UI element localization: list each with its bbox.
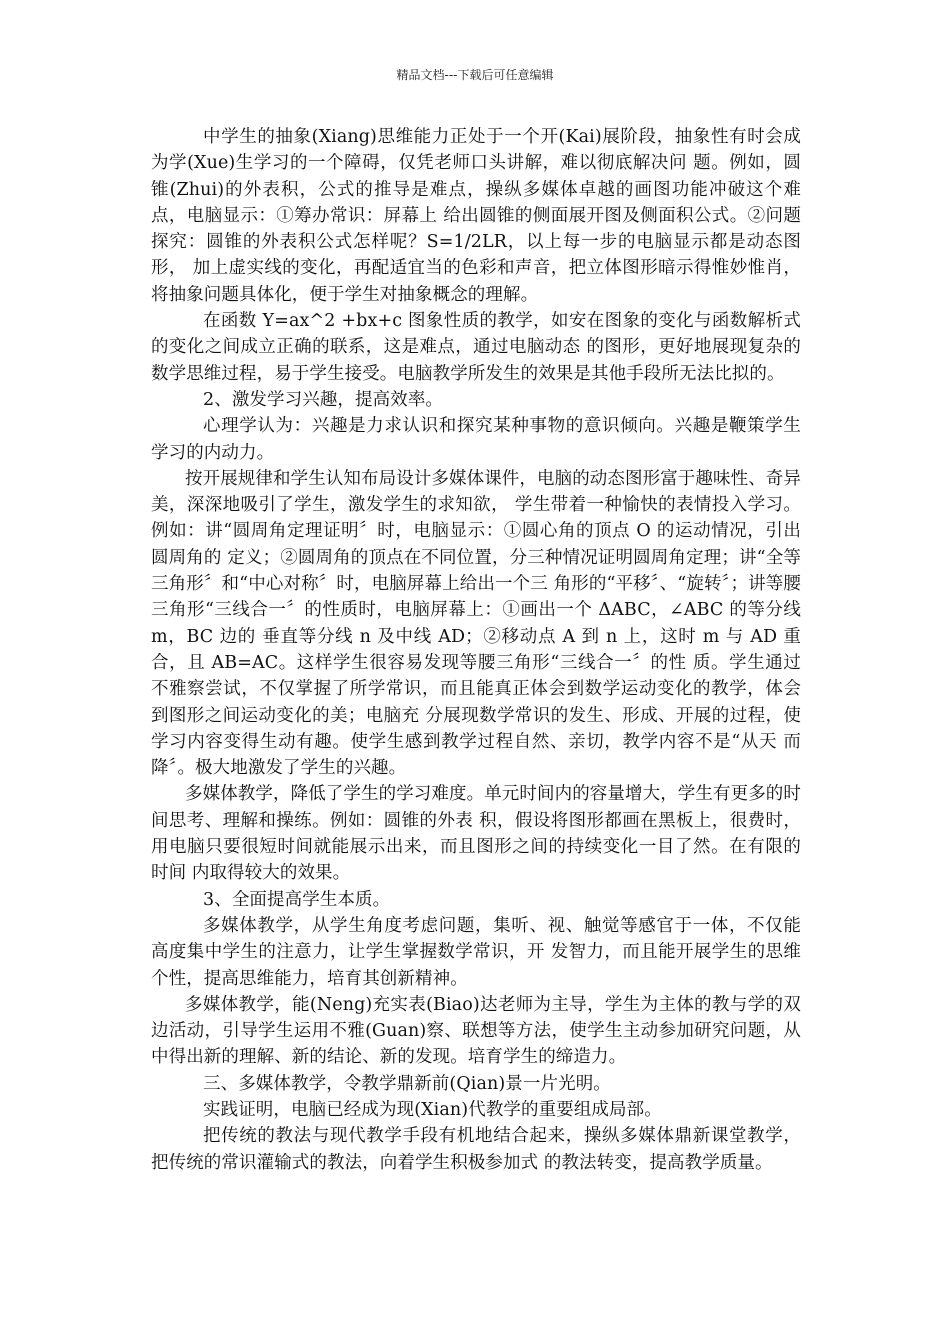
paragraph: 实践证明，电脑已经成为现(Xian)代教学的重要组成局部。 bbox=[203, 1099, 662, 1120]
paragraph: 中学生的抽象(Xiang)思维能力正处于一个开(Kai)展阶段，抽象性有时会成为学(Xue)生学习的一个障碍，仅凭老师口头讲解，难以彻底解决问 题。例如，圆锥(Zhui)的外表积，公式的推导是难点，操纵多媒体卓越的画图功能冲破这个难点，电脑显示：①筹办常识：屏幕上 给出圆锥的侧面展开图及侧面积公式。②问题探究：圆锥的外表积公式怎样呢？S=1/2LR，以上每一步的电脑显示都是动态图形， 加上虚实线的变化，再配适宜当的色彩和声音，把立体图形暗示得惟妙惟肖，将抽象问题具体化，便于学生对抽象概念的理解。 bbox=[151, 127, 801, 305]
paragraph: 多媒体教学，降低了学生的学习难度。单元时间内的容量增大，学生有更多的时间思考、理解和操练。例如：圆锥的外表 积，假设将图形都画在黑板上，很费时，用电脑只要很短时间就能展示出来，而且图形之间的持续变化一目了然。在有限的时间 内取得较大的效果。 bbox=[151, 784, 801, 884]
paragraph: 多媒体教学，从学生角度考虑问题，集听、视、触觉等感官于一体，不仅能高度集中学生的注意力，让学生掌握数学常识，开 发智力，而且能开展学生的思维个性，提高思维能力，培育其创新精神。 bbox=[151, 915, 801, 989]
page-header: 精品文档---下载后可任意编辑 bbox=[396, 68, 554, 82]
paragraph: 多媒体教学，能(Neng)充实表(Biao)达老师为主导，学生为主体的教与学的双边活动，引导学生运用不雅(Guan)察、联想等方法，使学生主动参加研究问题，从中得出新的理解、新的结论、新的发现。培育学生的缔造力。 bbox=[151, 994, 801, 1068]
paragraph: 心理学认为：兴趣是力求认识和探究某种事物的意识倾向。兴趣是鞭策学生学习的内动力。 bbox=[151, 416, 801, 463]
paragraph: 按开展规律和学生认知布局设计多媒体课件，电脑的动态图形富于趣味性、奇异美，深深地吸引了学生，激发学生的求知欲， 学生带着一种愉快的表情投入学习。例如：讲“圆周角定理证明〞时，电脑显示：①圆心角的顶点 O 的运动情况，引出圆周角的 定义；②圆周角的顶点在不同位置，分三种情况证明圆周角定理；讲“全等三角形〞和“中心对称〞时，电脑屏幕上给出一个三 角形的“平移〞、“旋转〞；讲等腰三角形“三线合一〞的性质时，电脑屏幕上：①画出一个 ΔABC，∠ABC 的等分线 m，BC 边的 垂直等分线 n 及中线 AD；②移动点 A 到 n 上，这时 m 与 AD 重合，且 AB=AC。这样学生很容易发现等腰三角形“三线合一〞的性 质。学生通过不雅察尝试，不仅掌握了所学常识，而且能真正体会到数学运动变化的教学，体会到图形之间运动变化的美；电脑充 分展现数学常识的发生、形成、开展的过程，使学习内容变得生动有趣。使学生感到教学过程自然、亲切，教学内容不是“从天 而降〞。极大地激发了学生的兴趣。 bbox=[151, 468, 801, 779]
document-body bbox=[151, 124, 801, 1176]
section-heading: 三、多媒体教学，令教学鼎新前(Qian)景一片光明。 bbox=[203, 1073, 611, 1094]
section-heading: 3、全面提高学生本质。 bbox=[203, 889, 391, 910]
paragraph: 把传统的教法与现代教学手段有机地结合起来，操纵多媒体鼎新课堂教学，把传统的常识灌输式的教法，向着学生积极参加式 的教法转变，提高教学质量。 bbox=[151, 1126, 801, 1173]
paragraph: 在函数 Y=ax^2 +bx+c 图象性质的教学，如安在图象的变化与函数解析式的变化之间成立正确的联系，这是难点，通过电脑动态 的图形，更好地展现复杂的数学思维过程，易于学生接受。电脑教学所发生的效果是其他手段所无法比拟的。 bbox=[151, 311, 801, 384]
section-heading: 2、激发学习兴趣，提高效率。 bbox=[203, 389, 444, 410]
